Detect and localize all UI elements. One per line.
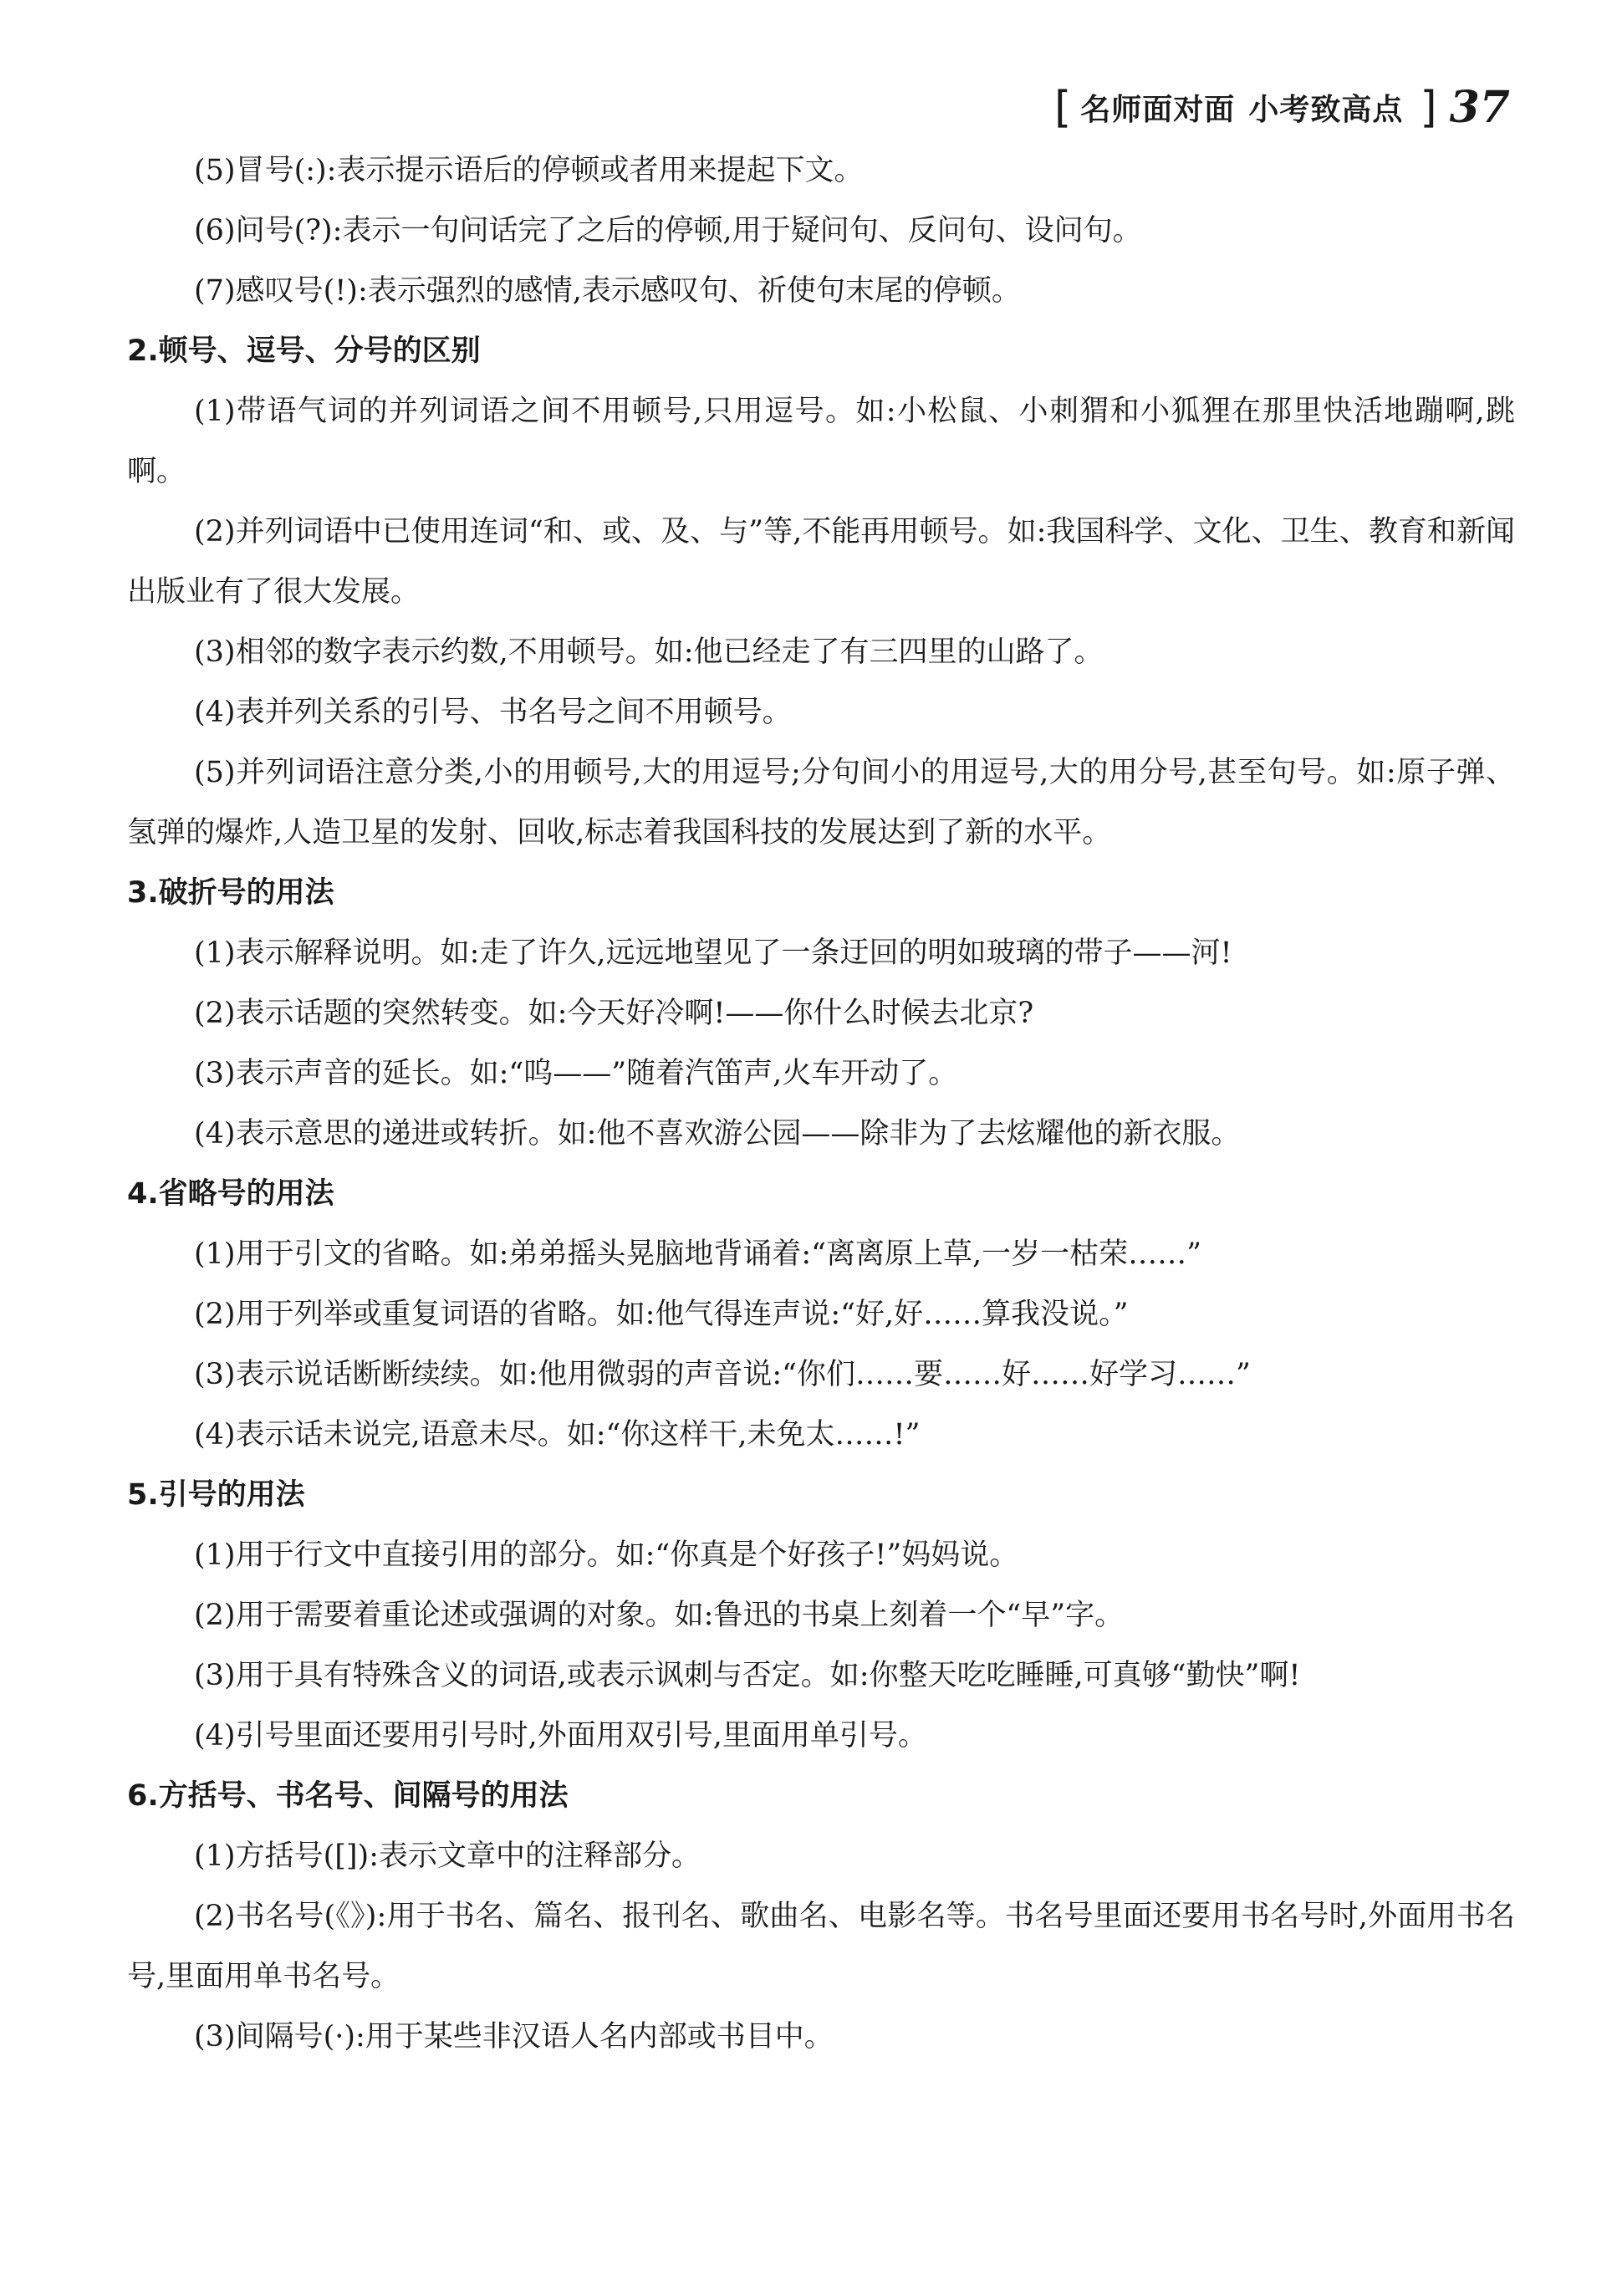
list-item: (4)引号里面还要用引号时,外面用双引号,里面用单引号。 [194, 1719, 927, 1753]
section-heading: 2.顿号、逗号、分号的区别 [127, 334, 481, 368]
list-item: (7)感叹号(!):表示强烈的感情,表示感叹句、祈使句末尾的停顿。 [194, 274, 1021, 308]
list-item: (4)表示话未说完,语意未尽。如:“你这样干,未免太……!” [194, 1418, 921, 1452]
page-header [1054, 82, 1510, 133]
list-item: (1)用于引文的省略。如:弟弟摇头晃脑地背诵着:“离离原上草,一岁一枯荣……” [194, 1237, 1202, 1271]
list-item: (3)间隔号(·):用于某些非汉语人名内部或书目中。 [194, 2020, 834, 2054]
brand [1054, 82, 1438, 133]
section-dash-usage [127, 863, 1515, 1164]
section-ellipsis-usage [127, 1164, 1515, 1465]
section-heading: 4.省略号的用法 [127, 1177, 334, 1211]
section-heading: 3.破折号的用法 [127, 876, 334, 910]
list-item: (3)表示说话断断续续。如:他用微弱的声音说:“你们……要……好……好学习……” [194, 1358, 1251, 1391]
section-heading: 6.方括号、书名号、间隔号的用法 [127, 1779, 569, 1813]
bracket-left-icon: [ [1054, 82, 1073, 133]
list-item: (3)表示声音的延长。如:“呜——”随着汽笛声,火车开动了。 [194, 1057, 958, 1090]
page-number: 37 [1449, 82, 1510, 133]
series-name: 小考致高点 [1248, 93, 1404, 127]
list-item: (1)带语气词的并列词语之间不用顿号,只用逗号。如:小松鼠、小刺猬和小狐狸在那里快活地蹦啊,跳啊。 [127, 395, 1515, 488]
list-item: (4)表示意思的递进或转折。如:他不喜欢游公园——除非为了去炫耀他的新衣服。 [194, 1117, 1241, 1151]
list-item: (2)用于列举或重复词语的省略。如:他气得连声说:“好,好……算我没说。” [194, 1298, 1129, 1331]
list-item: (5)并列词语注意分类,小的用顿号,大的用逗号;分句间小的用逗号,大的用分号,甚至句号。如:原子弹、氢弹的爆炸,人造卫星的发射、回收,标志着我国科技的发展达到了新的水平。 [127, 756, 1515, 850]
list-item: (4)表并列关系的引号、书名号之间不用顿号。 [194, 696, 792, 729]
page-content [127, 140, 1515, 2067]
list-item: (3)用于具有特殊含义的词语,或表示讽刺与否定。如:你整天吃吃睡睡,可真够“勤快”啊! [194, 1659, 1301, 1692]
bracket-right-icon: ] [1420, 82, 1438, 133]
list-item: (2)并列词语中已使用连词“和、或、及、与”等,不能再用顿号。如:我国科学、文化、卫生、教育和新闻出版业有了很大发展。 [127, 515, 1515, 609]
list-item: (2)表示话题的突然转变。如:今天好冷啊!——你什么时候去北京? [194, 997, 1034, 1030]
section-brackets-usage [127, 1766, 1515, 2067]
brand-name: 名师面对面 [1080, 93, 1236, 127]
list-item: (2)用于需要着重论述或强调的对象。如:鲁迅的书桌上刻着一个“早”字。 [194, 1599, 1125, 1632]
list-item: (6)问号(?):表示一句问话完了之后的停顿,用于疑问句、反问句、设问句。 [194, 214, 1142, 247]
list-item: (1)表示解释说明。如:走了许久,远远地望见了一条迂回的明如玻璃的带子——河! [194, 936, 1232, 970]
list-item: (3)相邻的数字表示约数,不用顿号。如:他已经走了有三四里的山路了。 [194, 635, 1104, 669]
list-item: (5)冒号(:):表示提示语后的停顿或者用来提起下文。 [194, 154, 864, 187]
section-comma-rules [127, 321, 1515, 863]
section-quotation-usage [127, 1465, 1515, 1766]
list-item: (1)用于行文中直接引用的部分。如:“你真是个好孩子!”妈妈说。 [194, 1538, 1019, 1572]
list-item: (1)方括号([]):表示文章中的注释部分。 [194, 1839, 701, 1873]
section-punctuation-continued [127, 140, 1515, 321]
list-item: (2)书名号(《》):用于书名、篇名、报刊名、歌曲名、电影名等。书名号里面还要用书名号时,外面用书名号,里面用单书名号。 [127, 1900, 1515, 1993]
section-heading: 5.引号的用法 [127, 1478, 305, 1512]
